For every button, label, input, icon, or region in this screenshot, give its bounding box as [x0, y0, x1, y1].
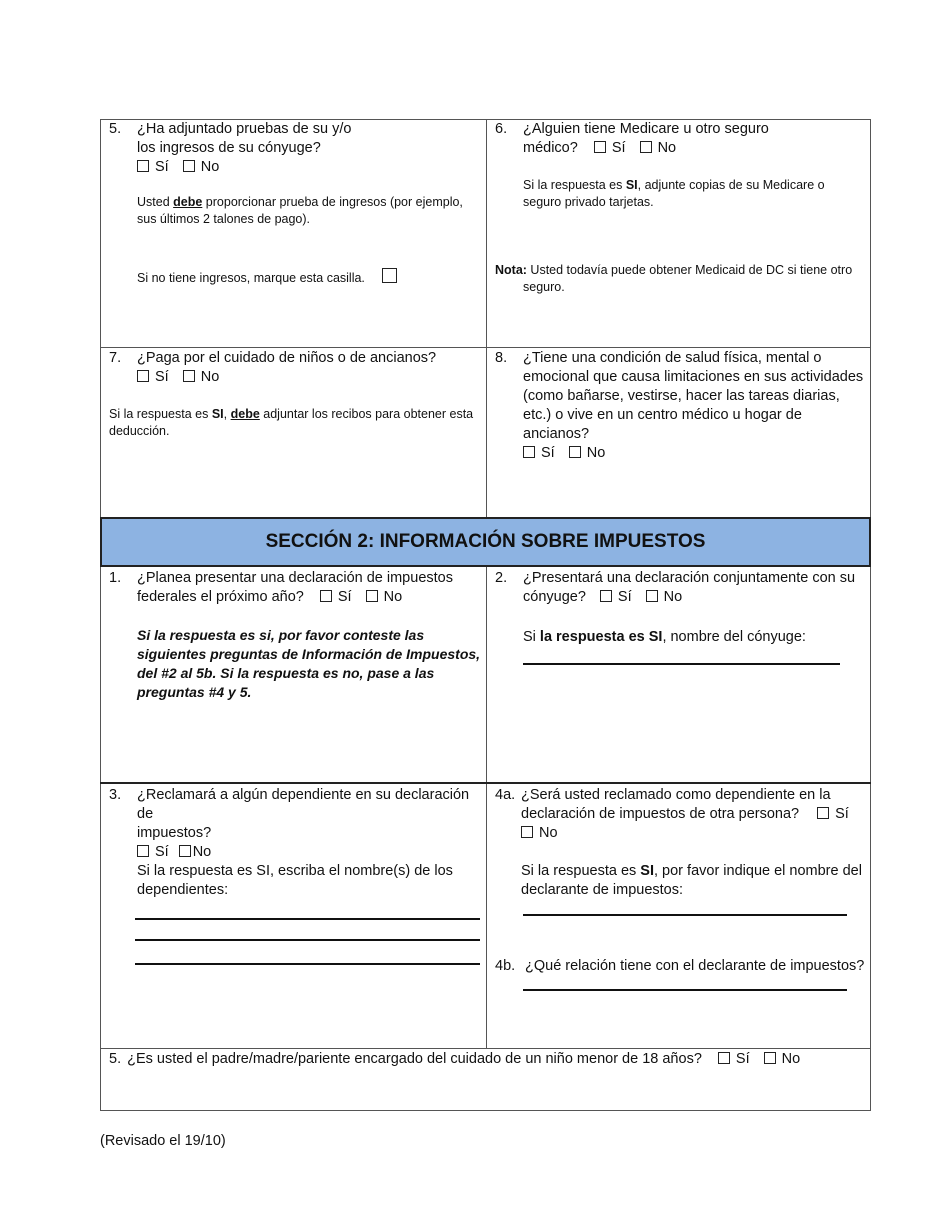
question-number: 5. — [109, 121, 122, 137]
no-label: No — [200, 159, 220, 175]
yes-label: Sí — [617, 589, 632, 605]
no-label: No — [200, 369, 220, 385]
dependent-name-line[interactable] — [135, 963, 480, 965]
note-text: , por favor indique el nombre del declarante de impuestos: — [521, 863, 862, 898]
q6-line2 — [523, 139, 863, 158]
q8-yes-checkbox[interactable] — [523, 446, 535, 458]
column-divider-bottom — [486, 567, 487, 1048]
t2-no-checkbox[interactable] — [646, 590, 658, 602]
question-number: 8. — [495, 350, 508, 366]
note-emphasis: SI — [211, 407, 224, 421]
t3-no-checkbox[interactable] — [179, 845, 191, 857]
q6-note — [523, 177, 853, 211]
note-emphasis: SI — [640, 863, 654, 879]
note-text: , — [223, 407, 231, 421]
q6-nota — [495, 262, 893, 296]
t1-text-line1: ¿Planea presentar una declaración de impuestos — [137, 570, 453, 586]
note-text: Si la respuesta es — [109, 407, 212, 421]
nota-label: Nota: — [495, 263, 527, 277]
yes-label: Sí — [735, 1051, 750, 1067]
no-label: No — [586, 445, 606, 461]
q5-question — [137, 120, 477, 177]
note-emphasis: debe — [173, 195, 203, 209]
t3-question — [137, 786, 482, 862]
note-text: Usted — [137, 195, 174, 209]
t2-text-line1: ¿Presentará una declaración conjuntamente con su — [523, 570, 856, 586]
t1-text-line2: federales el próximo año? — [137, 589, 304, 605]
question-number: 5. — [109, 1051, 122, 1067]
q7-yes-checkbox[interactable] — [137, 370, 149, 382]
t3-yes-checkbox[interactable] — [137, 845, 149, 857]
yes-label: Sí — [611, 140, 626, 156]
t5-text: ¿Es usted el padre/madre/pariente encargado del cuidado de un niño menor de 18 años? — [127, 1051, 702, 1067]
spouse-name-line[interactable] — [523, 663, 840, 665]
q7-note — [109, 406, 481, 440]
no-income-checkbox[interactable] — [382, 268, 397, 283]
no-label: No — [383, 589, 403, 605]
note-emphasis: debe — [230, 407, 260, 421]
t4a-note — [521, 862, 866, 900]
note-text: proporcionar prueba de ingresos (por ejemplo, sus últimos 2 talones de pago). — [137, 195, 463, 226]
q5-options — [137, 158, 477, 177]
t4a-line3 — [521, 824, 866, 843]
nota-text: Usted todavía puede obtener Medicaid de DC si tiene otro seguro. — [523, 263, 853, 294]
t4a-no-checkbox[interactable] — [521, 826, 533, 838]
yes-label: Sí — [155, 369, 169, 385]
t1-yes-checkbox[interactable] — [320, 590, 332, 602]
q7-options — [137, 368, 477, 387]
question-number: 1. — [109, 570, 122, 586]
t2-yes-checkbox[interactable] — [600, 590, 612, 602]
t1-no-checkbox[interactable] — [366, 590, 378, 602]
q6-question — [523, 120, 863, 158]
note-text: Si la respuesta es — [521, 863, 641, 879]
t4a-text-line2: declaración de impuestos de otra persona? — [521, 806, 800, 822]
t1-question — [137, 569, 479, 607]
note-emphasis: SI — [625, 178, 638, 192]
q6-yes-checkbox[interactable] — [594, 141, 606, 153]
yes-label: Sí — [337, 589, 352, 605]
question-number: 4b. — [495, 958, 516, 974]
t5-no-checkbox[interactable] — [764, 1052, 776, 1064]
question-number: 6. — [495, 121, 508, 137]
note-text: Si — [523, 629, 540, 645]
q8-options — [523, 444, 865, 463]
q8-question — [523, 349, 865, 463]
q7-no-checkbox[interactable] — [183, 370, 195, 382]
q7-text: ¿Paga por el cuidado de niños o de ancianos? — [137, 350, 437, 366]
t1-line2 — [137, 588, 479, 607]
row-divider — [100, 1048, 871, 1049]
note-text: adjuntar los recibos para obtener esta deducción. — [109, 407, 474, 438]
row-divider — [100, 782, 871, 784]
t4a-yes-checkbox[interactable] — [817, 807, 829, 819]
revision-footer: (Revisado el 19/10) — [100, 1133, 226, 1149]
no-label: No — [663, 589, 683, 605]
row-divider — [100, 347, 871, 348]
q5-no-checkbox[interactable] — [183, 160, 195, 172]
question-number: 7. — [109, 350, 122, 366]
note-text: Si la respuesta es — [523, 178, 626, 192]
question-number: 2. — [495, 570, 508, 586]
note-emphasis: la respuesta es SI — [539, 629, 663, 645]
q5-text-line2: los ingresos de su cónyuge? — [137, 140, 321, 156]
no-income-label: Si no tiene ingresos, marque esta casilla. — [137, 271, 365, 285]
q6-no-checkbox[interactable] — [640, 141, 652, 153]
q8-text: ¿Tiene una condición de salud física, mental o emocional que causa limitaciones en sus actividades (como bañarse, vestirse, hacer las tareas diarias, etc.) o vive en un centro médico u hogar de ancianos? — [523, 350, 864, 442]
question-number: 4a. — [495, 787, 516, 803]
t2-text-line2: cónyuge? — [523, 589, 586, 605]
yes-label: Sí — [541, 445, 555, 461]
dependent-name-line[interactable] — [135, 939, 480, 941]
dependent-name-line[interactable] — [135, 918, 480, 920]
taxfiler-name-line[interactable] — [523, 914, 847, 916]
t4a-question — [521, 786, 866, 843]
t1-instruction: Si la respuesta es si, por favor conteste las siguientes preguntas de Información de Impuestos, del #2 al 5b. Si la respuesta es no, pase a las preguntas #4 y 5. — [137, 627, 481, 700]
t4a-line2 — [521, 805, 866, 824]
q6-text-line2: médico? — [523, 140, 578, 156]
t5-question — [109, 1050, 869, 1069]
yes-label: Sí — [155, 844, 169, 860]
q5-text-line1: ¿Ha adjuntado pruebas de su y/o — [137, 121, 352, 137]
column-divider-top — [486, 119, 487, 517]
relationship-line[interactable] — [523, 989, 847, 991]
q7-question — [137, 349, 477, 387]
yes-label: Sí — [155, 159, 169, 175]
t3-options — [137, 843, 482, 862]
t2-spouse-prompt — [523, 628, 865, 647]
t2-line2 — [523, 588, 865, 607]
q6-text-line1: ¿Alguien tiene Medicare u otro seguro — [523, 121, 769, 137]
q5-income-note — [137, 194, 477, 228]
q5-yes-checkbox[interactable] — [137, 160, 149, 172]
note-text: , nombre del cónyuge: — [662, 629, 806, 645]
t2-question — [523, 569, 865, 607]
t4a-text-line1: ¿Será usted reclamado como dependiente en la — [521, 787, 831, 803]
t3-note: Si la respuesta es SI, escriba el nombre(s) de los dependientes: — [137, 863, 453, 898]
no-label: No — [657, 140, 677, 156]
t4b-question: ¿Qué relación tiene con el declarante de impuestos? — [525, 958, 865, 974]
section-2-header: SECCIÓN 2: INFORMACIÓN SOBRE IMPUESTOS — [100, 517, 871, 567]
no-label: No — [539, 825, 558, 841]
question-number: 3. — [109, 787, 122, 803]
t3-text-line1: ¿Reclamará a algún dependiente en su declaración de — [137, 787, 470, 822]
yes-label: Sí — [835, 806, 849, 822]
q5-no-income-row — [137, 268, 477, 287]
no-label: No — [781, 1051, 801, 1067]
t3-text-line2: impuestos? — [137, 825, 212, 841]
t5-yes-checkbox[interactable] — [718, 1052, 730, 1064]
no-label: No — [192, 844, 212, 860]
q8-no-checkbox[interactable] — [569, 446, 581, 458]
note-text: , adjunte copias de su Medicare o seguro privado tarjetas. — [523, 178, 825, 209]
